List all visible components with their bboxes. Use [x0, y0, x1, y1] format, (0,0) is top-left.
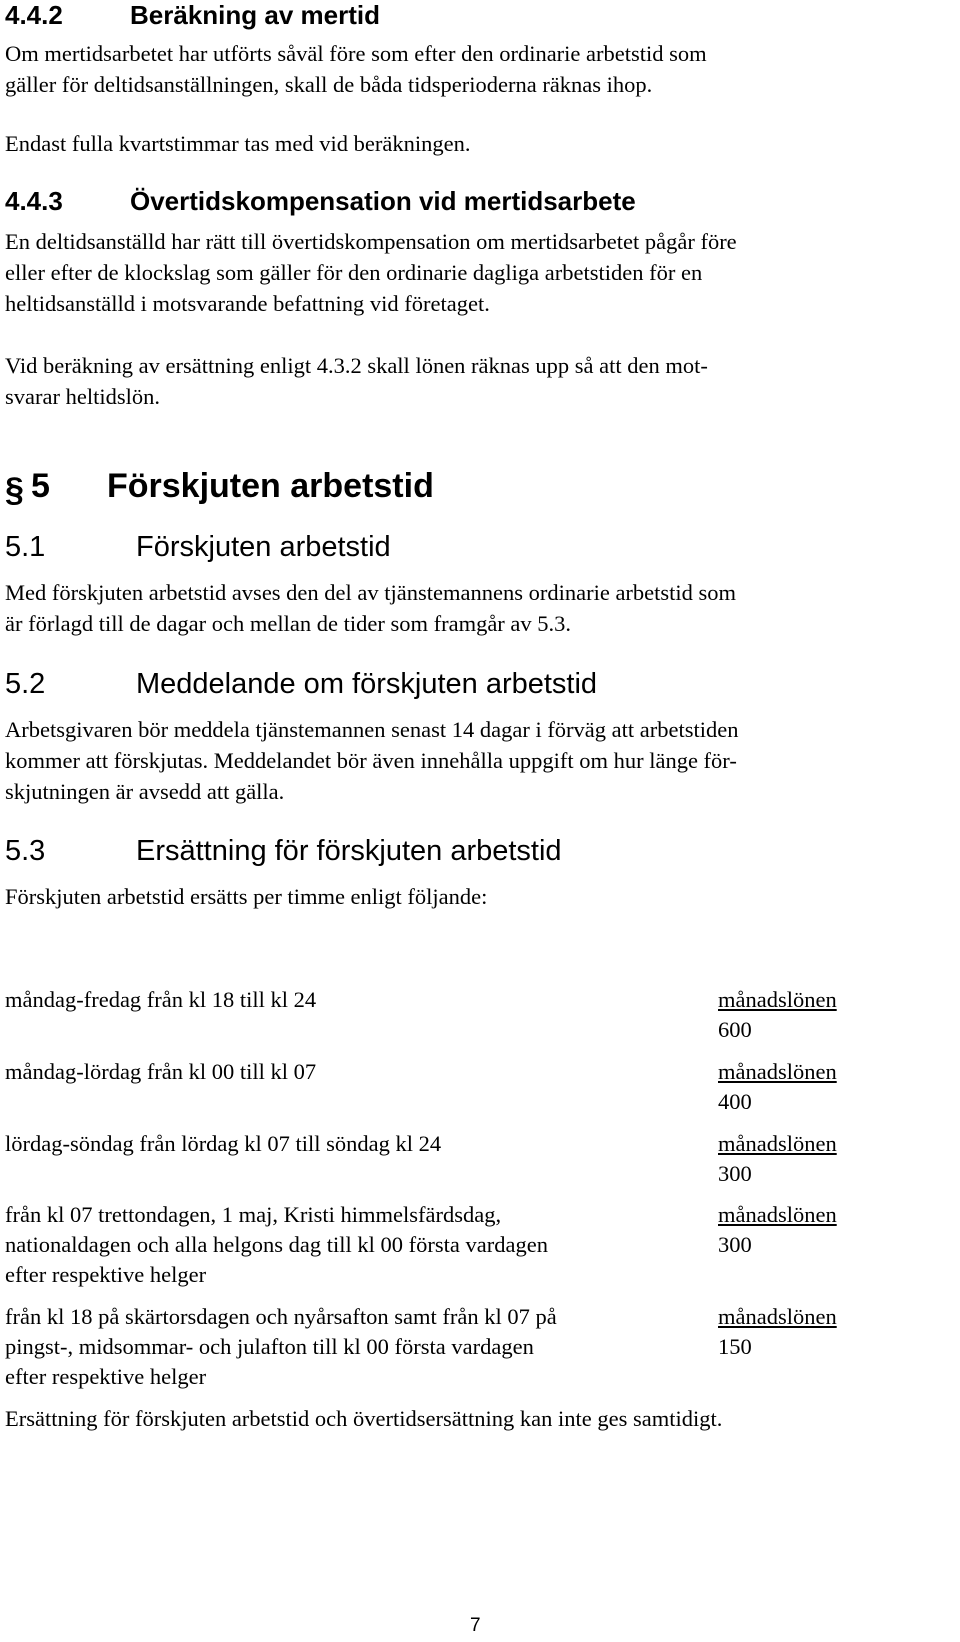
section-title: Beräkning av mertid: [130, 0, 380, 30]
text-line: Om mertidsarbetet har utförts såväl före som efter den ordinarie arbetstid som: [5, 41, 707, 66]
text-line: heltidsanställd i motsvarande befattning vid företaget.: [5, 291, 490, 316]
text-line: nationaldagen och alla helgons dag till kl 00 första vardagen: [5, 1232, 548, 1257]
paragraph-5-3-intro: [5, 881, 487, 912]
rate-value-weekday-night: [718, 1057, 837, 1117]
rate-period-holidays: [5, 1200, 548, 1290]
text-line: eller efter de klockslag som gäller för den ordinarie dagliga arbetstiden för en: [5, 260, 703, 285]
page-number: 7: [470, 1615, 481, 1636]
paragraph-5-1: [5, 577, 736, 639]
rate-unit: månadslönen: [718, 1304, 837, 1329]
rate-divisor: 150: [718, 1334, 752, 1359]
text-line: från kl 18 på skärtorsdagen och nyårsafton samt från kl 07 på: [5, 1304, 557, 1329]
text-line: Ersättning för förskjuten arbetstid och övertidsersättning kan inte ges samtidigt.: [5, 1406, 723, 1431]
rate-period-weekday-evening: [5, 985, 316, 1015]
rate-period-weekend: [5, 1129, 441, 1159]
rate-unit: månadslönen: [718, 1131, 837, 1156]
section-heading-5-3: [5, 835, 562, 868]
text-line: från kl 07 trettondagen, 1 maj, Kristi himmelsfärdsdag,: [5, 1202, 502, 1227]
section-title: Meddelande om förskjuten arbetstid: [136, 668, 598, 700]
rate-divisor: 300: [718, 1232, 752, 1257]
rate-value-weekend: [718, 1129, 837, 1189]
rate-value-weekday-evening: [718, 985, 837, 1045]
text-line: Endast fulla kvartstimmar tas med vid beräkningen.: [5, 131, 471, 156]
section-number: 5: [31, 467, 50, 505]
paragraph-5-2: [5, 714, 739, 807]
section-title: Förskjuten arbetstid: [136, 531, 391, 563]
rate-period-weekday-night: [5, 1057, 316, 1087]
rate-value-major-holidays: [718, 1302, 837, 1362]
section-heading-4-4-2: [5, 0, 380, 31]
section-heading-5-2: [5, 668, 597, 701]
rate-unit: månadslönen: [718, 987, 837, 1012]
rate-unit: månadslönen: [718, 1059, 837, 1084]
text-line: efter respektive helger: [5, 1262, 207, 1287]
text-line: kommer att förskjutas. Meddelandet bör även innehålla uppgift om hur länge för-: [5, 748, 737, 773]
section-title: Ersättning för förskjuten arbetstid: [136, 835, 562, 867]
text-line: pingst-, midsommar- och julafton till kl 00 första vardagen: [5, 1334, 534, 1359]
section-title: Övertidskompensation vid mertidsarbete: [130, 186, 636, 216]
section-heading-5-1: [5, 531, 391, 564]
text-line: gäller för deltidsanställningen, skall de båda tidsperioderna räknas ihop.: [5, 72, 653, 97]
section-number: 5.2: [5, 668, 46, 700]
revision-marker: §: [5, 471, 24, 509]
text-line: skjutningen är avsedd att gälla.: [5, 779, 285, 804]
text-line: svarar heltidslön.: [5, 384, 160, 409]
paragraph-4-4-3-b: [5, 350, 708, 412]
paragraph-4-4-2-a: [5, 38, 707, 100]
text-line: En deltidsanställd har rätt till övertidskompensation om mertidsarbetet pågår före: [5, 229, 737, 254]
paragraph-4-4-3-a: [5, 226, 737, 319]
paragraph-5-3-closing: [5, 1403, 722, 1434]
text-line: lördag-söndag från lördag kl 07 till söndag kl 24: [5, 1131, 442, 1156]
section-heading-4-4-3: [5, 186, 636, 217]
rate-value-holidays: [718, 1200, 837, 1260]
text-line: måndag-fredag från kl 18 till kl 24: [5, 987, 317, 1012]
section-number: 5.3: [5, 835, 46, 867]
rate-period-major-holidays: [5, 1302, 557, 1392]
rate-divisor: 400: [718, 1089, 752, 1114]
text-line: måndag-lördag från kl 00 till kl 07: [5, 1059, 317, 1084]
section-number: 5.1: [5, 531, 46, 563]
text-line: Förskjuten arbetstid ersätts per timme enligt följande:: [5, 884, 488, 909]
rate-unit: månadslönen: [718, 1202, 837, 1227]
text-line: Arbetsgivaren bör meddela tjänstemannen senast 14 dagar i förväg att arbetstiden: [5, 717, 739, 742]
section-number: 4.4.3: [5, 186, 63, 216]
text-line: är förlagd till de dagar och mellan de tider som framgår av 5.3.: [5, 611, 572, 636]
rate-divisor: 600: [718, 1017, 752, 1042]
text-line: Med förskjuten arbetstid avses den del av tjänstemannens ordinarie arbetstid som: [5, 580, 737, 605]
paragraph-4-4-2-b: [5, 128, 471, 159]
section-title: Förskjuten arbetstid: [107, 467, 434, 505]
section-number: 4.4.2: [5, 0, 63, 30]
text-line: Vid beräkning av ersättning enligt 4.3.2 skall lönen räknas upp så att den mot-: [5, 353, 708, 378]
text-line: efter respektive helger: [5, 1364, 207, 1389]
chapter-heading-5: [5, 467, 434, 509]
rate-divisor: 300: [718, 1161, 752, 1186]
